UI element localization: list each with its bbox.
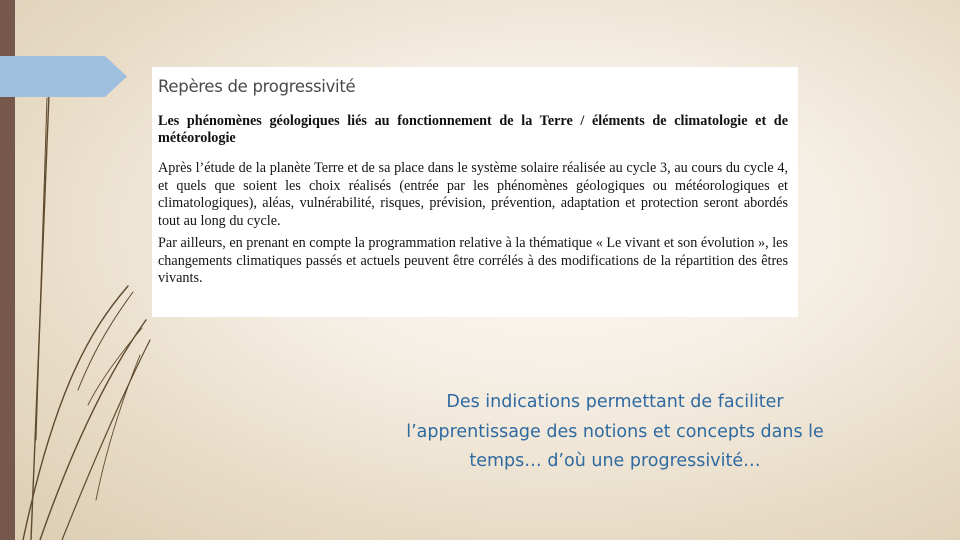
- caption-line-2: l’apprentissage des notions et concepts dans le: [406, 421, 824, 442]
- tab-arrow-shape: [0, 56, 127, 97]
- caption-line-3: temps… d’où une progressivité…: [469, 451, 761, 471]
- doc-subheading: Les phénomènes géologiques liés au fonctionnement de la Terre / éléments de climatologie et de météorologie: [158, 113, 788, 146]
- caption-line-1: Des indications permettant de faciliter: [446, 392, 784, 412]
- slide-caption: [372, 388, 858, 477]
- document-excerpt-image: [152, 67, 798, 317]
- doc-heading: Repères de progressivité: [158, 77, 356, 96]
- doc-paragraph-2: Par ailleurs, en prenant en compte la programmation relative à la thématique « Le vivant et son évolution », les changements climatiques passés et actuels peuvent être corrélés à des modifications de la répartition des êtres vivants.: [158, 235, 788, 286]
- doc-paragraph-1: Après l’étude de la planète Terre et de sa place dans le système solaire réalisée au cycle 3, au cours du cycle 4, et quels que soient les choix réalisés (entrée par les phénomènes géologiques ou météorologiques et climatologiques), aléas, vulnérabilité, risques, prévision, prévention, adaptation et protection seront abordés tout au long du cycle.: [158, 160, 788, 229]
